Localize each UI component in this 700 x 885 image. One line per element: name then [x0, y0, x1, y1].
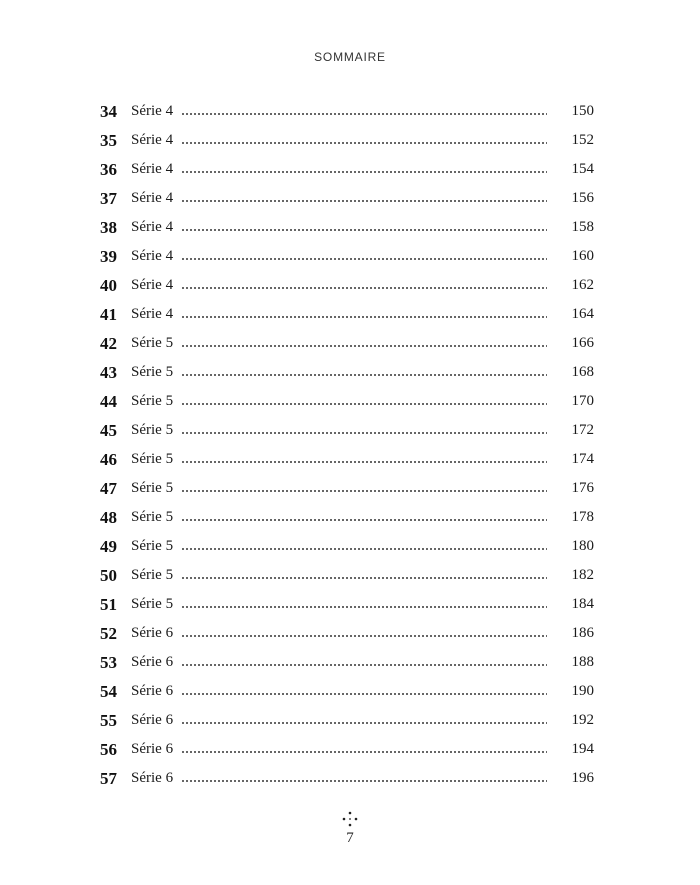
toc-entry-page: 166: [571, 335, 594, 351]
toc-entry-page: 178: [571, 509, 594, 525]
toc-entry-title: Série 5: [131, 567, 174, 583]
toc-entry-page: 190: [571, 683, 594, 699]
toc-entry[interactable]: [100, 416, 597, 445]
dot-leader: [181, 459, 547, 465]
toc-entry[interactable]: [100, 358, 597, 387]
dot-leader: [181, 169, 547, 175]
toc-entry-number: 43: [100, 363, 117, 382]
toc-entry-page: 180: [571, 538, 594, 554]
dot-leader: [181, 285, 547, 291]
toc-entry[interactable]: [100, 155, 597, 184]
dot-leader: [181, 488, 547, 494]
toc-entry-page: 172: [571, 422, 594, 438]
toc-entry[interactable]: [100, 445, 597, 474]
toc-entry-title: Série 6: [131, 654, 174, 670]
toc-entry-title: Série 4: [131, 277, 174, 293]
toc-entry-page: 150: [571, 103, 594, 119]
toc-entry-number: 49: [100, 537, 117, 556]
toc-entry-page: 188: [571, 654, 594, 670]
toc-entry-page: 160: [571, 248, 594, 264]
toc-entry[interactable]: [100, 503, 597, 532]
toc-entry-page: 196: [571, 770, 594, 786]
toc-entry[interactable]: [100, 387, 597, 416]
dot-leader: [181, 111, 547, 117]
dot-leader: [181, 633, 547, 639]
dot-cross-ornament-icon: [340, 809, 360, 829]
dot-leader: [181, 140, 547, 146]
dot-leader: [181, 517, 547, 523]
toc-entry-page: 182: [571, 567, 594, 583]
toc-entry-page: 186: [571, 625, 594, 641]
toc-entry-title: Série 4: [131, 103, 174, 119]
toc-entry[interactable]: [100, 619, 597, 648]
toc-entry[interactable]: [100, 474, 597, 503]
dot-leader: [181, 604, 547, 610]
toc-entry[interactable]: [100, 242, 597, 271]
toc-entry-page: 192: [571, 712, 594, 728]
toc-entry[interactable]: [100, 764, 597, 793]
toc-entry-title: Série 6: [131, 770, 174, 786]
dot-leader: [181, 227, 547, 233]
toc-entry[interactable]: [100, 590, 597, 619]
dot-leader: [181, 575, 547, 581]
toc-entry-number: 34: [100, 102, 117, 121]
toc-entry-number: 39: [100, 247, 117, 266]
dot-leader: [181, 430, 547, 436]
toc-entry-title: Série 6: [131, 712, 174, 728]
toc-entry-title: Série 5: [131, 596, 174, 612]
toc-entry-number: 35: [100, 131, 117, 150]
toc-entry-number: 41: [100, 305, 117, 324]
dot-leader: [181, 662, 547, 668]
toc-entry-title: Série 4: [131, 161, 174, 177]
toc-entry-page: 194: [571, 741, 594, 757]
toc-entry-number: 53: [100, 653, 117, 672]
toc-entry-page: 158: [571, 219, 594, 235]
dot-leader: [181, 749, 547, 755]
toc-entry-title: Série 4: [131, 306, 174, 322]
toc-entry-title: Série 4: [131, 248, 174, 264]
toc-entry-title: Série 5: [131, 422, 174, 438]
toc-entry-title: Série 4: [131, 132, 174, 148]
toc-entry[interactable]: [100, 97, 597, 126]
dot-leader: [181, 198, 547, 204]
dot-leader: [181, 372, 547, 378]
toc-entry-title: Série 5: [131, 393, 174, 409]
toc-entry[interactable]: [100, 184, 597, 213]
dot-leader: [181, 314, 547, 320]
dot-leader: [181, 256, 547, 262]
toc-entry-number: 57: [100, 769, 117, 788]
toc-entry-number: 36: [100, 160, 117, 179]
toc-entry-title: Série 5: [131, 335, 174, 351]
toc-entry[interactable]: [100, 213, 597, 242]
toc-entry[interactable]: [100, 329, 597, 358]
toc-entry[interactable]: [100, 706, 597, 735]
toc-entry-number: 46: [100, 450, 117, 469]
toc-entry-page: 168: [571, 364, 594, 380]
toc-entry-number: 47: [100, 479, 117, 498]
toc-entry-page: 174: [571, 451, 594, 467]
toc-entry[interactable]: [100, 735, 597, 764]
toc-entry-number: 52: [100, 624, 117, 643]
toc-entry-title: Série 4: [131, 190, 174, 206]
toc-entry-number: 45: [100, 421, 117, 440]
running-title: SOMMAIRE: [314, 50, 386, 64]
toc-entry[interactable]: [100, 561, 597, 590]
toc-entry[interactable]: [100, 300, 597, 329]
page-number: 7: [346, 830, 354, 846]
toc-entry-title: Série 5: [131, 509, 174, 525]
toc-entry-number: 51: [100, 595, 117, 614]
toc-entry-number: 54: [100, 682, 117, 701]
toc-entry-page: 184: [571, 596, 594, 612]
dot-leader: [181, 778, 547, 784]
toc-entry-number: 40: [100, 276, 117, 295]
toc-entry-page: 154: [571, 161, 594, 177]
toc-entry-number: 48: [100, 508, 117, 527]
toc-entry-number: 50: [100, 566, 117, 585]
toc-entry-page: 152: [571, 132, 594, 148]
toc-entry-title: Série 6: [131, 625, 174, 641]
toc-entry-page: 164: [571, 306, 594, 322]
toc-entry-number: 56: [100, 740, 117, 759]
toc-entry[interactable]: [100, 271, 597, 300]
toc-entry-title: Série 4: [131, 219, 174, 235]
toc-entry-title: Série 6: [131, 741, 174, 757]
toc-entry[interactable]: [100, 677, 597, 706]
toc-entry-title: Série 6: [131, 683, 174, 699]
toc-entry-number: 42: [100, 334, 117, 353]
dot-leader: [181, 691, 547, 697]
toc-entry-number: 38: [100, 218, 117, 237]
dot-leader: [181, 401, 547, 407]
toc-entry-page: 156: [571, 190, 594, 206]
dot-leader: [181, 720, 547, 726]
toc-entry-page: 176: [571, 480, 594, 496]
dot-leader: [181, 546, 547, 552]
toc-entry-title: Série 5: [131, 451, 174, 467]
toc-entry-number: 37: [100, 189, 117, 208]
toc-entry-title: Série 5: [131, 538, 174, 554]
toc-entry[interactable]: [100, 532, 597, 561]
toc-entry-page: 162: [571, 277, 594, 293]
toc-entry-number: 55: [100, 711, 117, 730]
table-of-contents: [100, 97, 597, 793]
toc-entry-title: Série 5: [131, 480, 174, 496]
dot-leader: [181, 343, 547, 349]
toc-entry-page: 170: [571, 393, 594, 409]
toc-entry[interactable]: [100, 126, 597, 155]
toc-entry-number: 44: [100, 392, 117, 411]
toc-entry[interactable]: [100, 648, 597, 677]
toc-entry-title: Série 5: [131, 364, 174, 380]
